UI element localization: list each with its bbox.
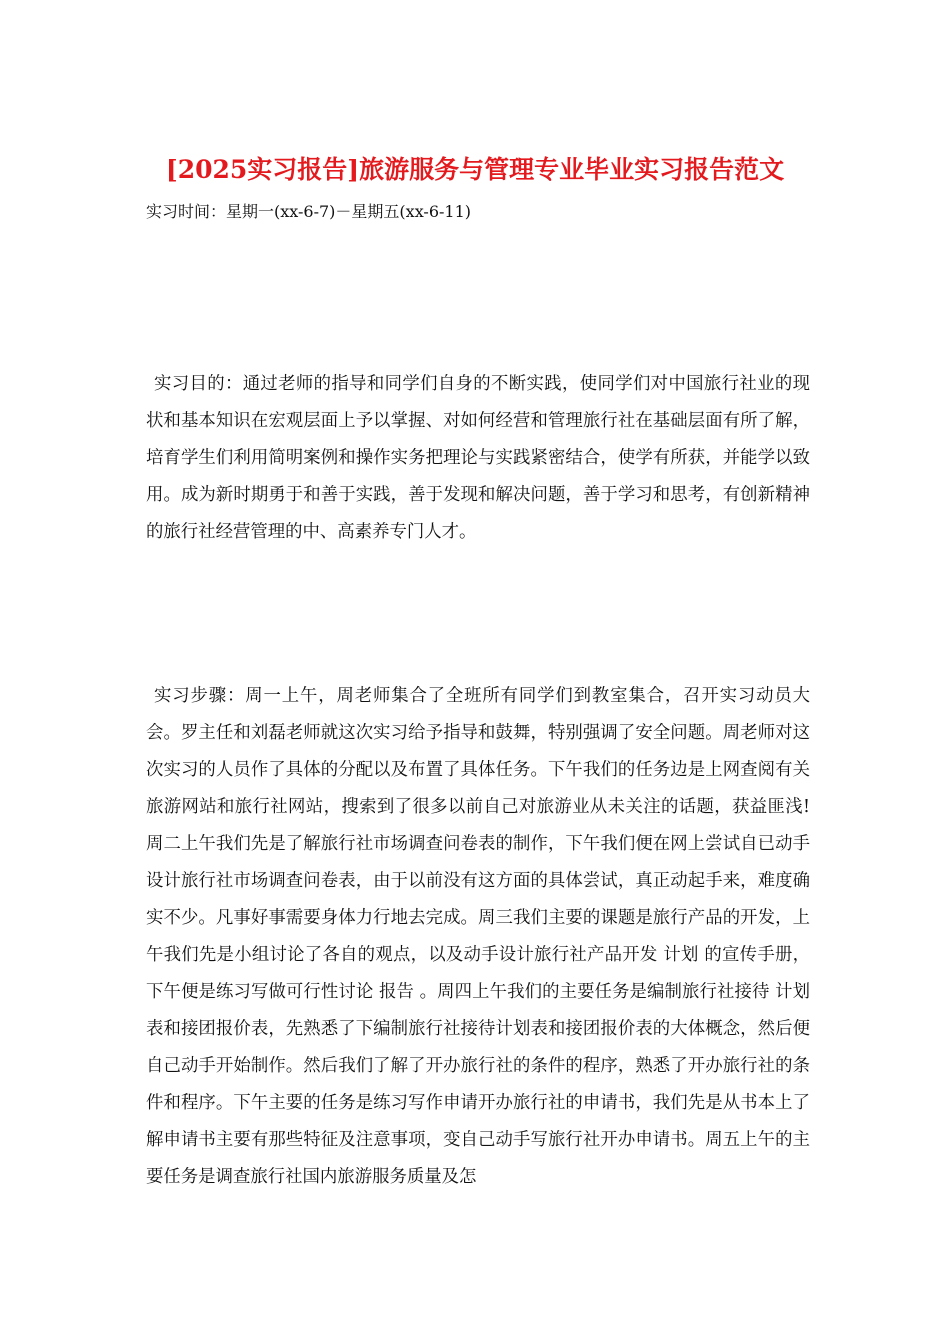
document-title: [2025实习报告]旅游服务与管理专业毕业实习报告范文 xyxy=(165,155,785,184)
purpose-paragraph: 实习目的：通过老师的指导和同学们自身的不断实践，使同学们对中国旅行社业的现状和基本知识在宏观层面上予以掌握、对如何经营和管理旅行社在基础层面有所了解，培育学生们利用简明案例和操作实务把理论与实践紧密结合，使学有所获，并能学以致用。成为新时期勇于和善于实践，善于发现和解决问题，善于学习和思考，有创新精神的旅行社经营管理的中、高素养专门人才。 xyxy=(146,374,810,542)
internship-time: 实习时间：星期一(xx-6-7)－星期五(xx-6-11) xyxy=(146,202,472,221)
steps-paragraph: 实习步骤：周一上午，周老师集合了全班所有同学们到教室集合，召开实习动员大会。罗主任和刘磊老师就这次实习给予指导和鼓舞，特别强调了安全问题。周老师对这次实习的人员作了具体的分配以及布置了具体任务。下午我们的任务边是上网查阅有关旅游网站和旅行社网站，搜索到了很多以前自己对旅游业从未关注的话题，获益匪浅!周二上午我们先是了解旅行社市场调查问卷表的制作，下午我们便在网上尝试自已动手设计旅行社市场调查问卷表，由于以前没有这方面的具体尝试，真正动起手来，难度确实不少。凡事好事需要身体力行地去完成。周三我们主要的课题是旅行产品的开发，上午我们先是小组讨论了各自的观点，以及动手设计旅行社产品开发 计划 的宣传手册，下午便是练习写做可行性讨论 报告 。周四上午我们的主要任务是编制旅行社接待 计划 表和接团报价表，先熟悉了下编制旅行社接待计划表和接团报价表的大体概念，然后便自己动手开始制作。然后我们了解了开办旅行社的条件的程序，熟悉了开办旅行社的条件和程序。下午主要的任务是练习写作申请开办旅行社的申请书，我们先是从书本上了解申请书主要有那些特征及注意事项，变自己动手写旅行社开办申请书。周五上午的主要任务是调查旅行社国内旅游服务质量及怎 xyxy=(146,686,810,1187)
